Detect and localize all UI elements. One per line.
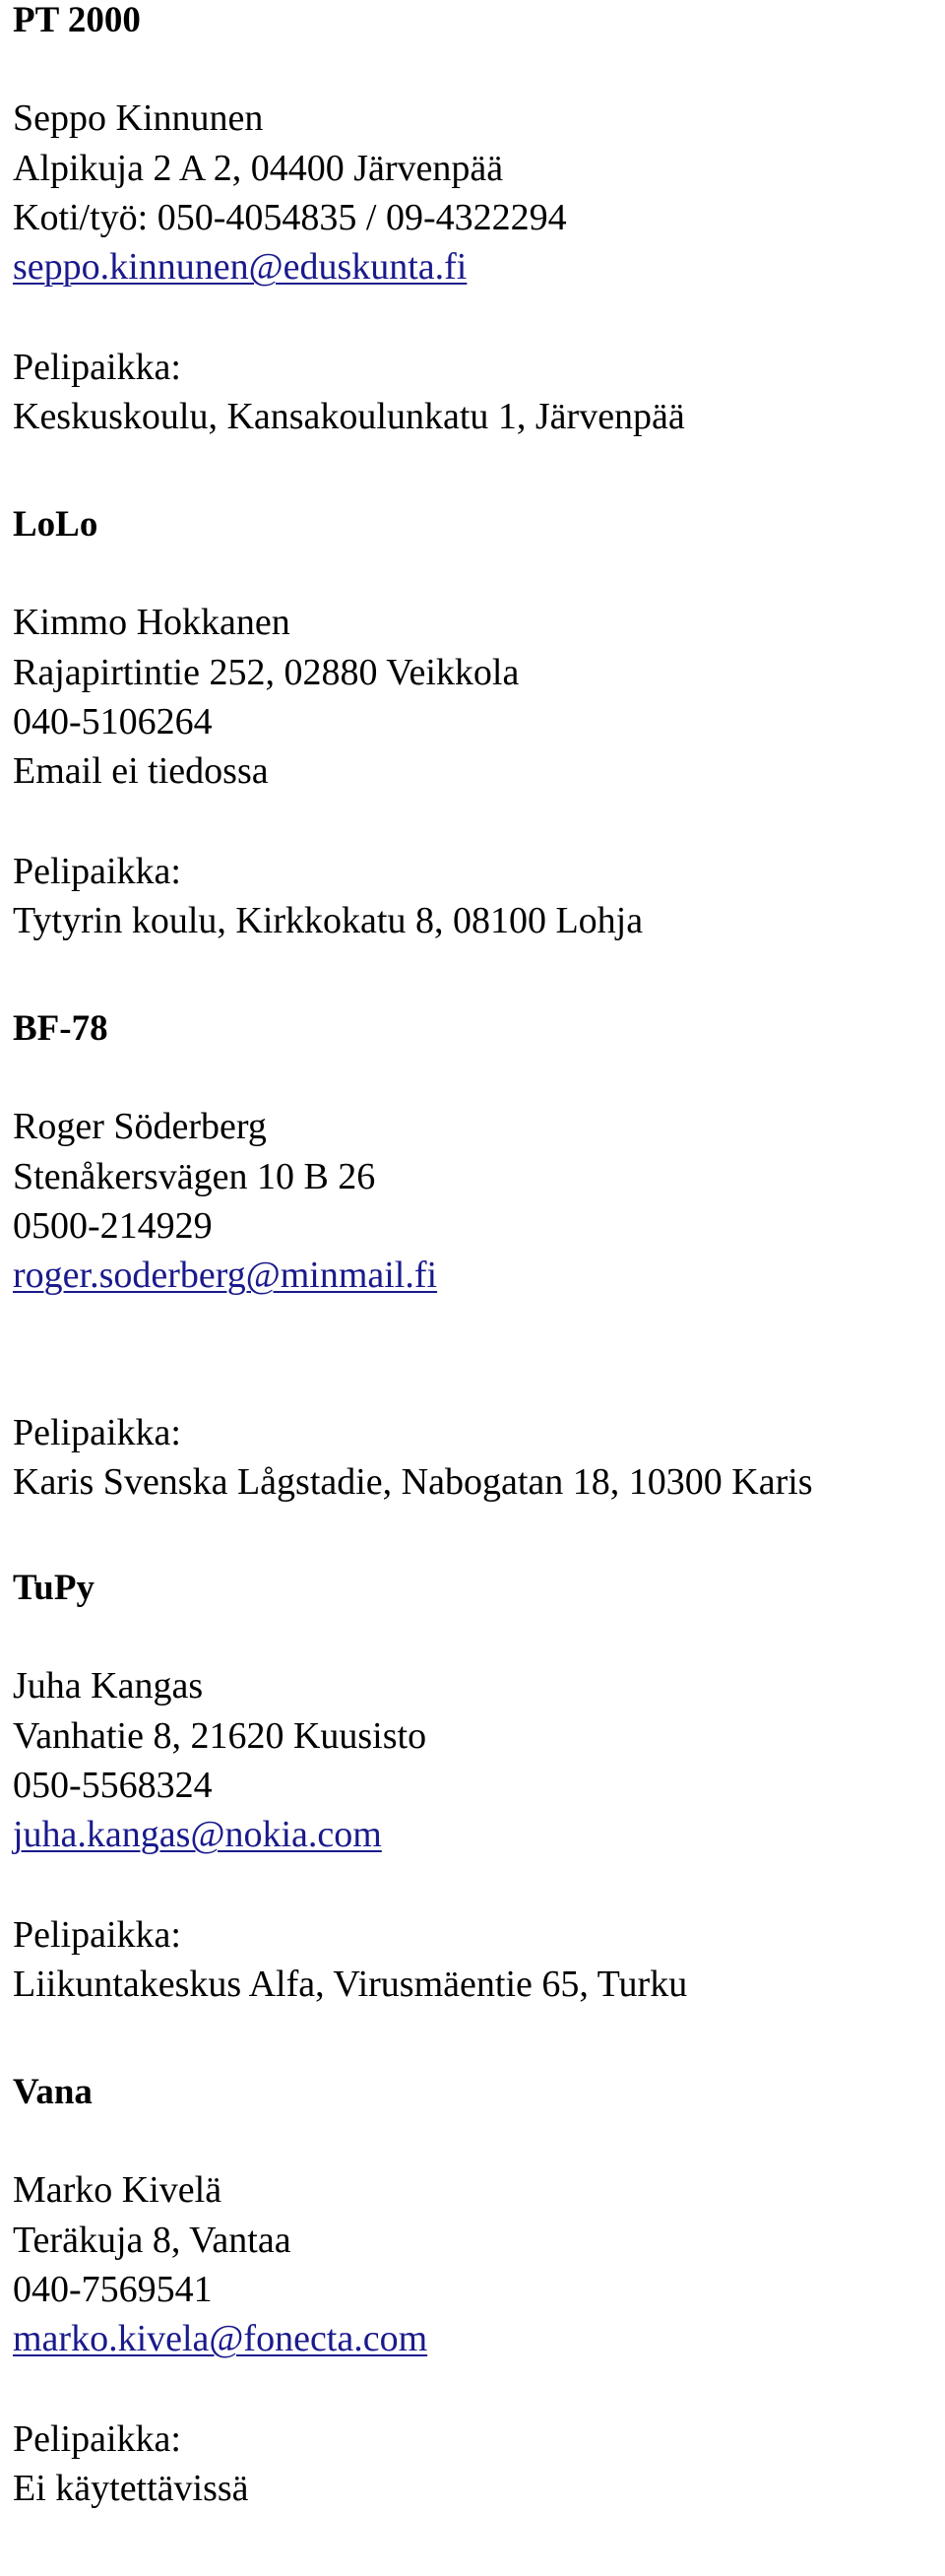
contact-address: Rajapirtintie 252, 02880 Veikkola bbox=[13, 652, 520, 693]
venue-address: Liikuntakeskus Alfa, Virusmäentie 65, Turku bbox=[13, 1964, 688, 2005]
contact-address: Alpikuja 2 A 2, 04400 Järvenpää bbox=[13, 148, 504, 189]
club-name: TuPy bbox=[13, 1568, 94, 1608]
club-entry-bf78 bbox=[13, 1008, 938, 1568]
venue-label: Pelipaikka: bbox=[13, 2418, 181, 2460]
venue-label: Pelipaikka: bbox=[13, 1412, 181, 1453]
contact-phone: 0500-214929 bbox=[13, 1205, 213, 1247]
club-name: PT 2000 bbox=[13, 0, 141, 40]
contact-name: Seppo Kinnunen bbox=[13, 97, 264, 139]
contact-phone: 040-7569541 bbox=[13, 2269, 213, 2310]
contact-email-link[interactable]: roger.soderberg@minmail.fi bbox=[13, 1255, 438, 1296]
contact-email-link[interactable]: marko.kivela@fonecta.com bbox=[13, 2318, 428, 2359]
venue-label: Pelipaikka: bbox=[13, 347, 181, 388]
contact-address: Teräkuja 8, Vantaa bbox=[13, 2220, 291, 2261]
contact-name: Kimmo Hokkanen bbox=[13, 602, 290, 643]
venue-address: Ei käytettävissä bbox=[13, 2468, 249, 2509]
club-entry-pt2000 bbox=[13, 0, 938, 504]
contact-phone: 050-5568324 bbox=[13, 1765, 213, 1806]
club-name: Vana bbox=[13, 2072, 93, 2112]
contact-name: Marko Kivelä bbox=[13, 2169, 222, 2211]
contact-phone: Koti/työ: 050-4054835 / 09-4322294 bbox=[13, 197, 567, 238]
venue-label: Pelipaikka: bbox=[13, 1914, 181, 1956]
venue-address: Karis Svenska Lågstadie, Nabogatan 18, 10300 Karis bbox=[13, 1461, 813, 1503]
contact-name: Juha Kangas bbox=[13, 1665, 204, 1707]
venue-address: Tytyrin koulu, Kirkkokatu 8, 08100 Lohja bbox=[13, 900, 644, 941]
club-contact-list bbox=[13, 0, 938, 2576]
venue-label: Pelipaikka: bbox=[13, 851, 181, 892]
venue-address: Keskuskoulu, Kansakoulunkatu 1, Järvenpää bbox=[13, 396, 685, 437]
club-name: BF-78 bbox=[13, 1008, 108, 1049]
contact-name: Roger Söderberg bbox=[13, 1106, 267, 1147]
contact-address: Vanhatie 8, 21620 Kuusisto bbox=[13, 1715, 427, 1757]
contact-email-link[interactable]: seppo.kinnunen@eduskunta.fi bbox=[13, 246, 468, 288]
club-entry-lolo bbox=[13, 504, 938, 1008]
club-entry-tupy bbox=[13, 1568, 938, 2072]
club-name: LoLo bbox=[13, 504, 98, 545]
contact-email-status: Email ei tiedossa bbox=[13, 750, 269, 792]
contact-email-link[interactable]: juha.kangas@nokia.com bbox=[13, 1814, 382, 1855]
contact-phone: 040-5106264 bbox=[13, 701, 213, 742]
contact-address: Stenåkersvägen 10 B 26 bbox=[13, 1156, 376, 1197]
club-entry-vana bbox=[13, 2072, 938, 2576]
